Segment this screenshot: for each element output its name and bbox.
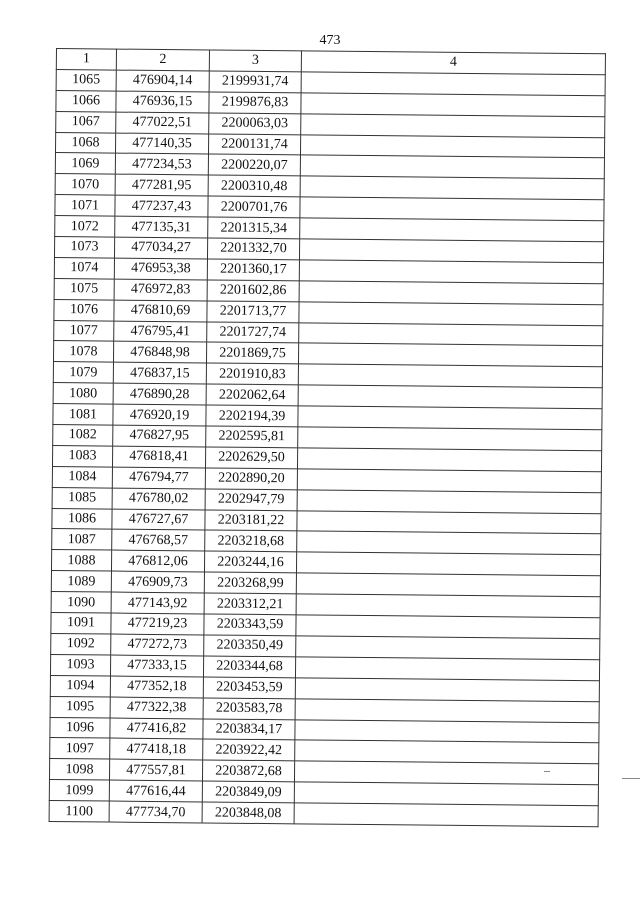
- y-coordinate-cell: 2201332,70: [207, 238, 299, 260]
- y-coordinate-cell: 2200220,07: [208, 154, 300, 176]
- column-header-2: 2: [116, 49, 209, 71]
- y-coordinate-cell: 2201360,17: [207, 259, 299, 281]
- note-cell: [294, 761, 598, 785]
- y-coordinate-cell: 2203872,68: [202, 760, 294, 782]
- point-number-cell: 1072: [55, 216, 115, 237]
- note-cell: [295, 657, 599, 681]
- x-coordinate-cell: 476810,69: [114, 300, 207, 322]
- x-coordinate-cell: 477143,92: [111, 592, 204, 614]
- note-cell: [298, 343, 602, 367]
- y-coordinate-cell: 2202947,79: [205, 489, 297, 511]
- y-coordinate-cell: 2200310,48: [208, 175, 300, 197]
- x-coordinate-cell: 476780,02: [112, 488, 205, 510]
- y-coordinate-cell: 2201315,34: [208, 217, 300, 239]
- note-cell: [297, 469, 601, 493]
- column-header-3: 3: [209, 50, 301, 72]
- x-coordinate-cell: 476953,38: [114, 258, 207, 280]
- y-coordinate-cell: 2203922,42: [203, 739, 295, 761]
- x-coordinate-cell: 477416,82: [110, 718, 203, 740]
- page-number: 473: [319, 33, 341, 48]
- x-coordinate-cell: 476920,19: [113, 404, 206, 426]
- x-coordinate-cell: 477333,15: [110, 655, 203, 677]
- note-cell: [300, 197, 604, 221]
- x-coordinate-cell: 476768,57: [112, 530, 205, 552]
- y-coordinate-cell: 2203344,68: [203, 656, 295, 678]
- x-coordinate-cell: 476794,77: [112, 467, 205, 489]
- point-number-cell: 1078: [53, 341, 113, 362]
- x-coordinate-cell: 477322,38: [110, 697, 203, 719]
- x-coordinate-cell: 476848,98: [113, 342, 206, 364]
- y-coordinate-cell: 2203350,49: [204, 635, 296, 657]
- point-number-cell: 1097: [50, 738, 110, 759]
- x-coordinate-cell: 477022,51: [116, 112, 209, 134]
- x-coordinate-cell: 476727,67: [112, 509, 205, 531]
- y-coordinate-cell: 2199876,83: [209, 92, 301, 114]
- x-coordinate-cell: 477352,18: [110, 676, 203, 698]
- note-cell: [295, 678, 599, 702]
- x-coordinate-cell: 476827,95: [113, 425, 206, 447]
- x-coordinate-cell: 477734,70: [109, 801, 202, 823]
- y-coordinate-cell: 2202629,50: [205, 447, 297, 469]
- point-number-cell: 1092: [51, 633, 111, 654]
- note-cell: [300, 218, 604, 242]
- y-coordinate-cell: 2201869,75: [206, 342, 298, 364]
- note-cell: [301, 72, 605, 96]
- y-coordinate-cell: 2203268,99: [204, 572, 296, 594]
- y-coordinate-cell: 2200131,74: [208, 134, 300, 156]
- y-coordinate-cell: 2203244,16: [204, 551, 296, 573]
- x-coordinate-cell: 476818,41: [112, 446, 205, 468]
- note-cell: [300, 155, 604, 179]
- x-coordinate-cell: 477418,18: [110, 738, 203, 760]
- x-coordinate-cell: 476837,15: [113, 362, 206, 384]
- y-coordinate-cell: 2203312,21: [204, 593, 296, 615]
- y-coordinate-cell: 2200063,03: [209, 113, 301, 135]
- point-number-cell: 1083: [52, 445, 112, 466]
- column-header-4: 4: [301, 51, 605, 75]
- point-number-cell: 1071: [55, 195, 115, 216]
- note-cell: [297, 448, 601, 472]
- note-cell: [296, 636, 600, 660]
- point-number-cell: 1080: [53, 383, 113, 404]
- note-cell: [295, 719, 599, 743]
- point-number-cell: 1081: [53, 404, 113, 425]
- table-body: [49, 69, 605, 826]
- note-cell: [298, 385, 602, 409]
- y-coordinate-cell: 2203343,59: [204, 614, 296, 636]
- point-number-cell: 1075: [54, 278, 114, 299]
- x-coordinate-cell: 477234,53: [115, 154, 208, 176]
- x-coordinate-cell: 477557,81: [109, 759, 202, 781]
- note-cell: [297, 531, 601, 555]
- point-number-cell: 1070: [55, 174, 115, 195]
- point-number-cell: 1074: [54, 257, 114, 278]
- note-cell: [298, 406, 602, 430]
- coordinates-table: [49, 48, 606, 827]
- point-number-cell: 1099: [49, 780, 109, 801]
- y-coordinate-cell: 2201713,77: [207, 301, 299, 323]
- column-header-1: 1: [56, 49, 116, 70]
- y-coordinate-cell: 2200701,76: [208, 196, 300, 218]
- note-cell: [301, 114, 605, 138]
- note-cell: [300, 176, 604, 200]
- note-cell: [299, 239, 603, 263]
- y-coordinate-cell: 2201602,86: [207, 280, 299, 302]
- y-coordinate-cell: 2202062,64: [206, 384, 298, 406]
- note-cell: [301, 93, 605, 117]
- x-coordinate-cell: 476812,06: [111, 550, 204, 572]
- y-coordinate-cell: 2203834,17: [203, 718, 295, 740]
- note-cell: [295, 740, 599, 764]
- note-cell: [297, 490, 601, 514]
- table-row: [49, 801, 598, 827]
- note-cell: [297, 510, 601, 534]
- x-coordinate-cell: 476890,28: [113, 383, 206, 405]
- note-cell: [294, 782, 598, 806]
- x-coordinate-cell: 476904,14: [116, 70, 209, 92]
- y-coordinate-cell: 2203218,68: [205, 530, 297, 552]
- note-cell: [296, 573, 600, 597]
- x-coordinate-cell: 477281,95: [115, 174, 208, 196]
- point-number-cell: 1069: [55, 153, 115, 174]
- point-number-cell: 1090: [51, 592, 111, 613]
- x-coordinate-cell: 477272,73: [111, 634, 204, 656]
- y-coordinate-cell: 2202194,39: [206, 405, 298, 427]
- point-number-cell: 1084: [52, 466, 112, 487]
- x-coordinate-cell: 476909,73: [111, 571, 204, 593]
- note-cell: [295, 698, 599, 722]
- note-cell: [299, 302, 603, 326]
- x-coordinate-cell: 476936,15: [116, 91, 209, 113]
- note-cell: [299, 322, 603, 346]
- point-number-cell: 1087: [52, 529, 112, 550]
- point-number-cell: 1091: [51, 613, 111, 634]
- note-cell: [296, 615, 600, 639]
- y-coordinate-cell: 2203849,09: [202, 781, 294, 803]
- point-number-cell: 1065: [56, 69, 116, 90]
- y-coordinate-cell: 2199931,74: [209, 71, 301, 93]
- point-number-cell: 1098: [49, 759, 109, 780]
- x-coordinate-cell: 476795,41: [114, 321, 207, 343]
- x-coordinate-cell: 477034,27: [114, 237, 207, 259]
- y-coordinate-cell: 2203453,59: [203, 677, 295, 699]
- note-cell: [296, 552, 600, 576]
- x-coordinate-cell: 477140,35: [115, 133, 208, 155]
- point-number-cell: 1073: [54, 237, 114, 258]
- edge-mark: [622, 778, 640, 779]
- note-cell: [298, 427, 602, 451]
- y-coordinate-cell: 2202595,81: [206, 426, 298, 448]
- point-number-cell: 1066: [56, 90, 116, 111]
- y-coordinate-cell: 2201910,83: [206, 363, 298, 385]
- point-number-cell: 1077: [54, 320, 114, 341]
- point-number-cell: 1067: [56, 111, 116, 132]
- y-coordinate-cell: 2203181,22: [205, 510, 297, 532]
- point-number-cell: 1096: [50, 717, 110, 738]
- point-number-cell: 1082: [53, 425, 113, 446]
- point-number-cell: 1086: [52, 508, 112, 529]
- y-coordinate-cell: 2203848,08: [202, 802, 294, 824]
- point-number-cell: 1068: [55, 132, 115, 153]
- point-number-cell: 1079: [53, 362, 113, 383]
- coordinates-sheet: [49, 48, 606, 827]
- point-number-cell: 1093: [50, 654, 110, 675]
- note-cell: [300, 134, 604, 158]
- x-coordinate-cell: 477616,44: [109, 780, 202, 802]
- note-cell: [299, 260, 603, 284]
- note-cell: [296, 594, 600, 618]
- x-coordinate-cell: 477135,31: [115, 216, 208, 238]
- point-number-cell: 1089: [51, 571, 111, 592]
- note-cell: [294, 803, 598, 827]
- point-number-cell: 1076: [54, 299, 114, 320]
- y-coordinate-cell: 2202890,20: [205, 468, 297, 490]
- scan-mark: [544, 771, 550, 772]
- point-number-cell: 1095: [50, 696, 110, 717]
- note-cell: [298, 364, 602, 388]
- point-number-cell: 1088: [51, 550, 111, 571]
- note-cell: [299, 281, 603, 305]
- y-coordinate-cell: 2203583,78: [203, 698, 295, 720]
- x-coordinate-cell: 477219,23: [111, 613, 204, 635]
- point-number-cell: 1100: [49, 801, 109, 822]
- x-coordinate-cell: 477237,43: [115, 195, 208, 217]
- point-number-cell: 1094: [50, 675, 110, 696]
- y-coordinate-cell: 2201727,74: [207, 322, 299, 344]
- point-number-cell: 1085: [52, 487, 112, 508]
- x-coordinate-cell: 476972,83: [114, 279, 207, 301]
